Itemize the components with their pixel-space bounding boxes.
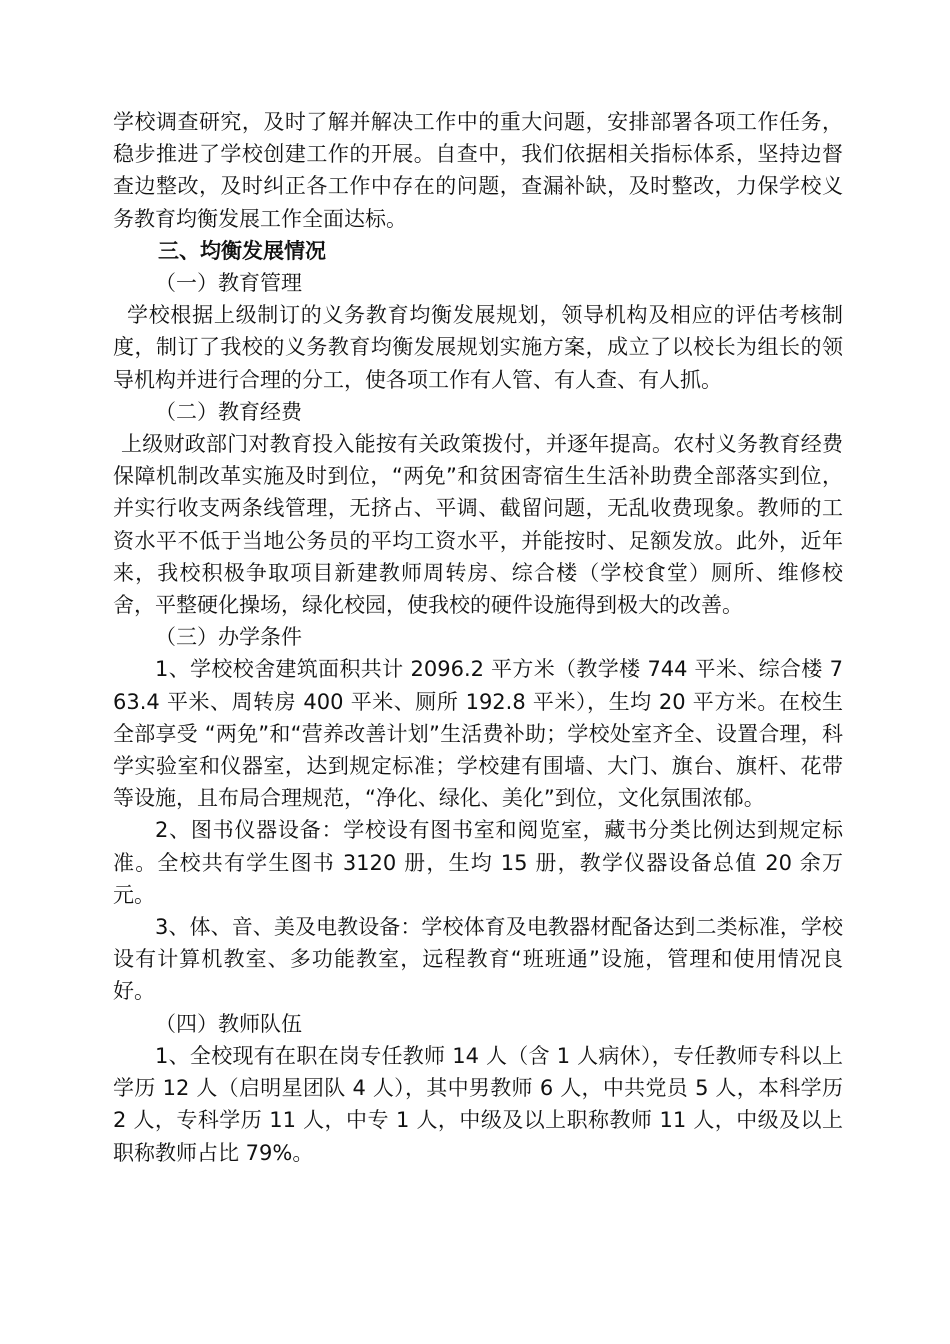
subsection-title-teaching-staff: （四）教师队伍 (155, 1011, 302, 1036)
education-management-paragraph: 学校根据上级制订的义务教育均衡发展规划，领导机构及相应的评估考核制度，制订了我校的义务教育均衡发展规划实施方案，成立了以校长为组长的领导机构并进行合理的分工，使各项工作有人管、有人查、有人抓。 (113, 303, 843, 392)
school-conditions-item-1: 1、学校校舍建筑面积共计 2096.2 平方米（教学楼 744 平米、综合楼 763.4 平米、周转房 400 平米、厕所 192.8 平米），生均 20 平方米。在校生全部享受 “两免”和“营养改善计划”生活费补助；学校处室齐全、设置合理，科学实验室和仪器室，达到规定标准；学校建有围墙、大门、旗台、旗杆、花带等设施，且布局合理规范，“净化、绿化、美化”到位，文化氛围浓郁。 (113, 657, 843, 811)
subsection-title-education-management: （一）教育管理 (155, 271, 302, 296)
subsection-title-education-funding: （二）教育经费 (155, 399, 302, 424)
teaching-staff-item-1: 1、全校现有在职在岗专任教师 14 人（含 1 人病休），专任教师专科以上学历 12 人（启明星团队 4 人），其中男教师 6 人，中共党员 5 人，本科学历 2 人，专科学历 11 人，中专 1 人，中级及以上职称教师 11 人，中级及以上职称教师占比 79%。 (113, 1043, 843, 1165)
document-page (113, 106, 843, 1169)
education-funding-paragraph: 上级财政部门对教育投入能按有关政策拨付，并逐年提高。农村义务教育经费保障机制改革实施及时到位，“两免”和贫困寄宿生生活补助费全部落实到位，并实行收支两条线管理，无挤占、平调、截留问题，无乱收费现象。教师的工资水平不低于当地公务员的平均工资水平，并能按时、足额发放。此外，近年来，我校积极争取项目新建教师周转房、综合楼（学校食堂）厕所、维修校舍，平整硬化操场，绿化校园，使我校的硬件设施得到极大的改善。 (113, 432, 843, 618)
school-conditions-item-2: 2、图书仪器设备：学校设有图书室和阅览室，藏书分类比例达到规定标准。全校共有学生图书 3120 册，生均 15 册，教学仪器设备总值 20 余万元。 (113, 818, 843, 907)
section-heading: 三、均衡发展情况 (158, 238, 326, 263)
school-conditions-item-3: 3、体、音、美及电教设备：学校体育及电教器材配备达到二类标准，学校设有计算机教室、多功能教室，远程教育“班班通”设施，管理和使用情况良好。 (113, 915, 843, 1004)
intro-paragraph: 学校调查研究，及时了解并解决工作中的重大问题，安排部署各项工作任务，稳步推进了学校创建工作的开展。自查中，我们依据相关指标体系，坚持边督查边整改，及时纠正各工作中存在的问题，查漏补缺，及时整改，力保学校义务教育均衡发展工作全面达标。 (113, 110, 843, 231)
subsection-title-school-conditions: （三）办学条件 (155, 625, 302, 650)
